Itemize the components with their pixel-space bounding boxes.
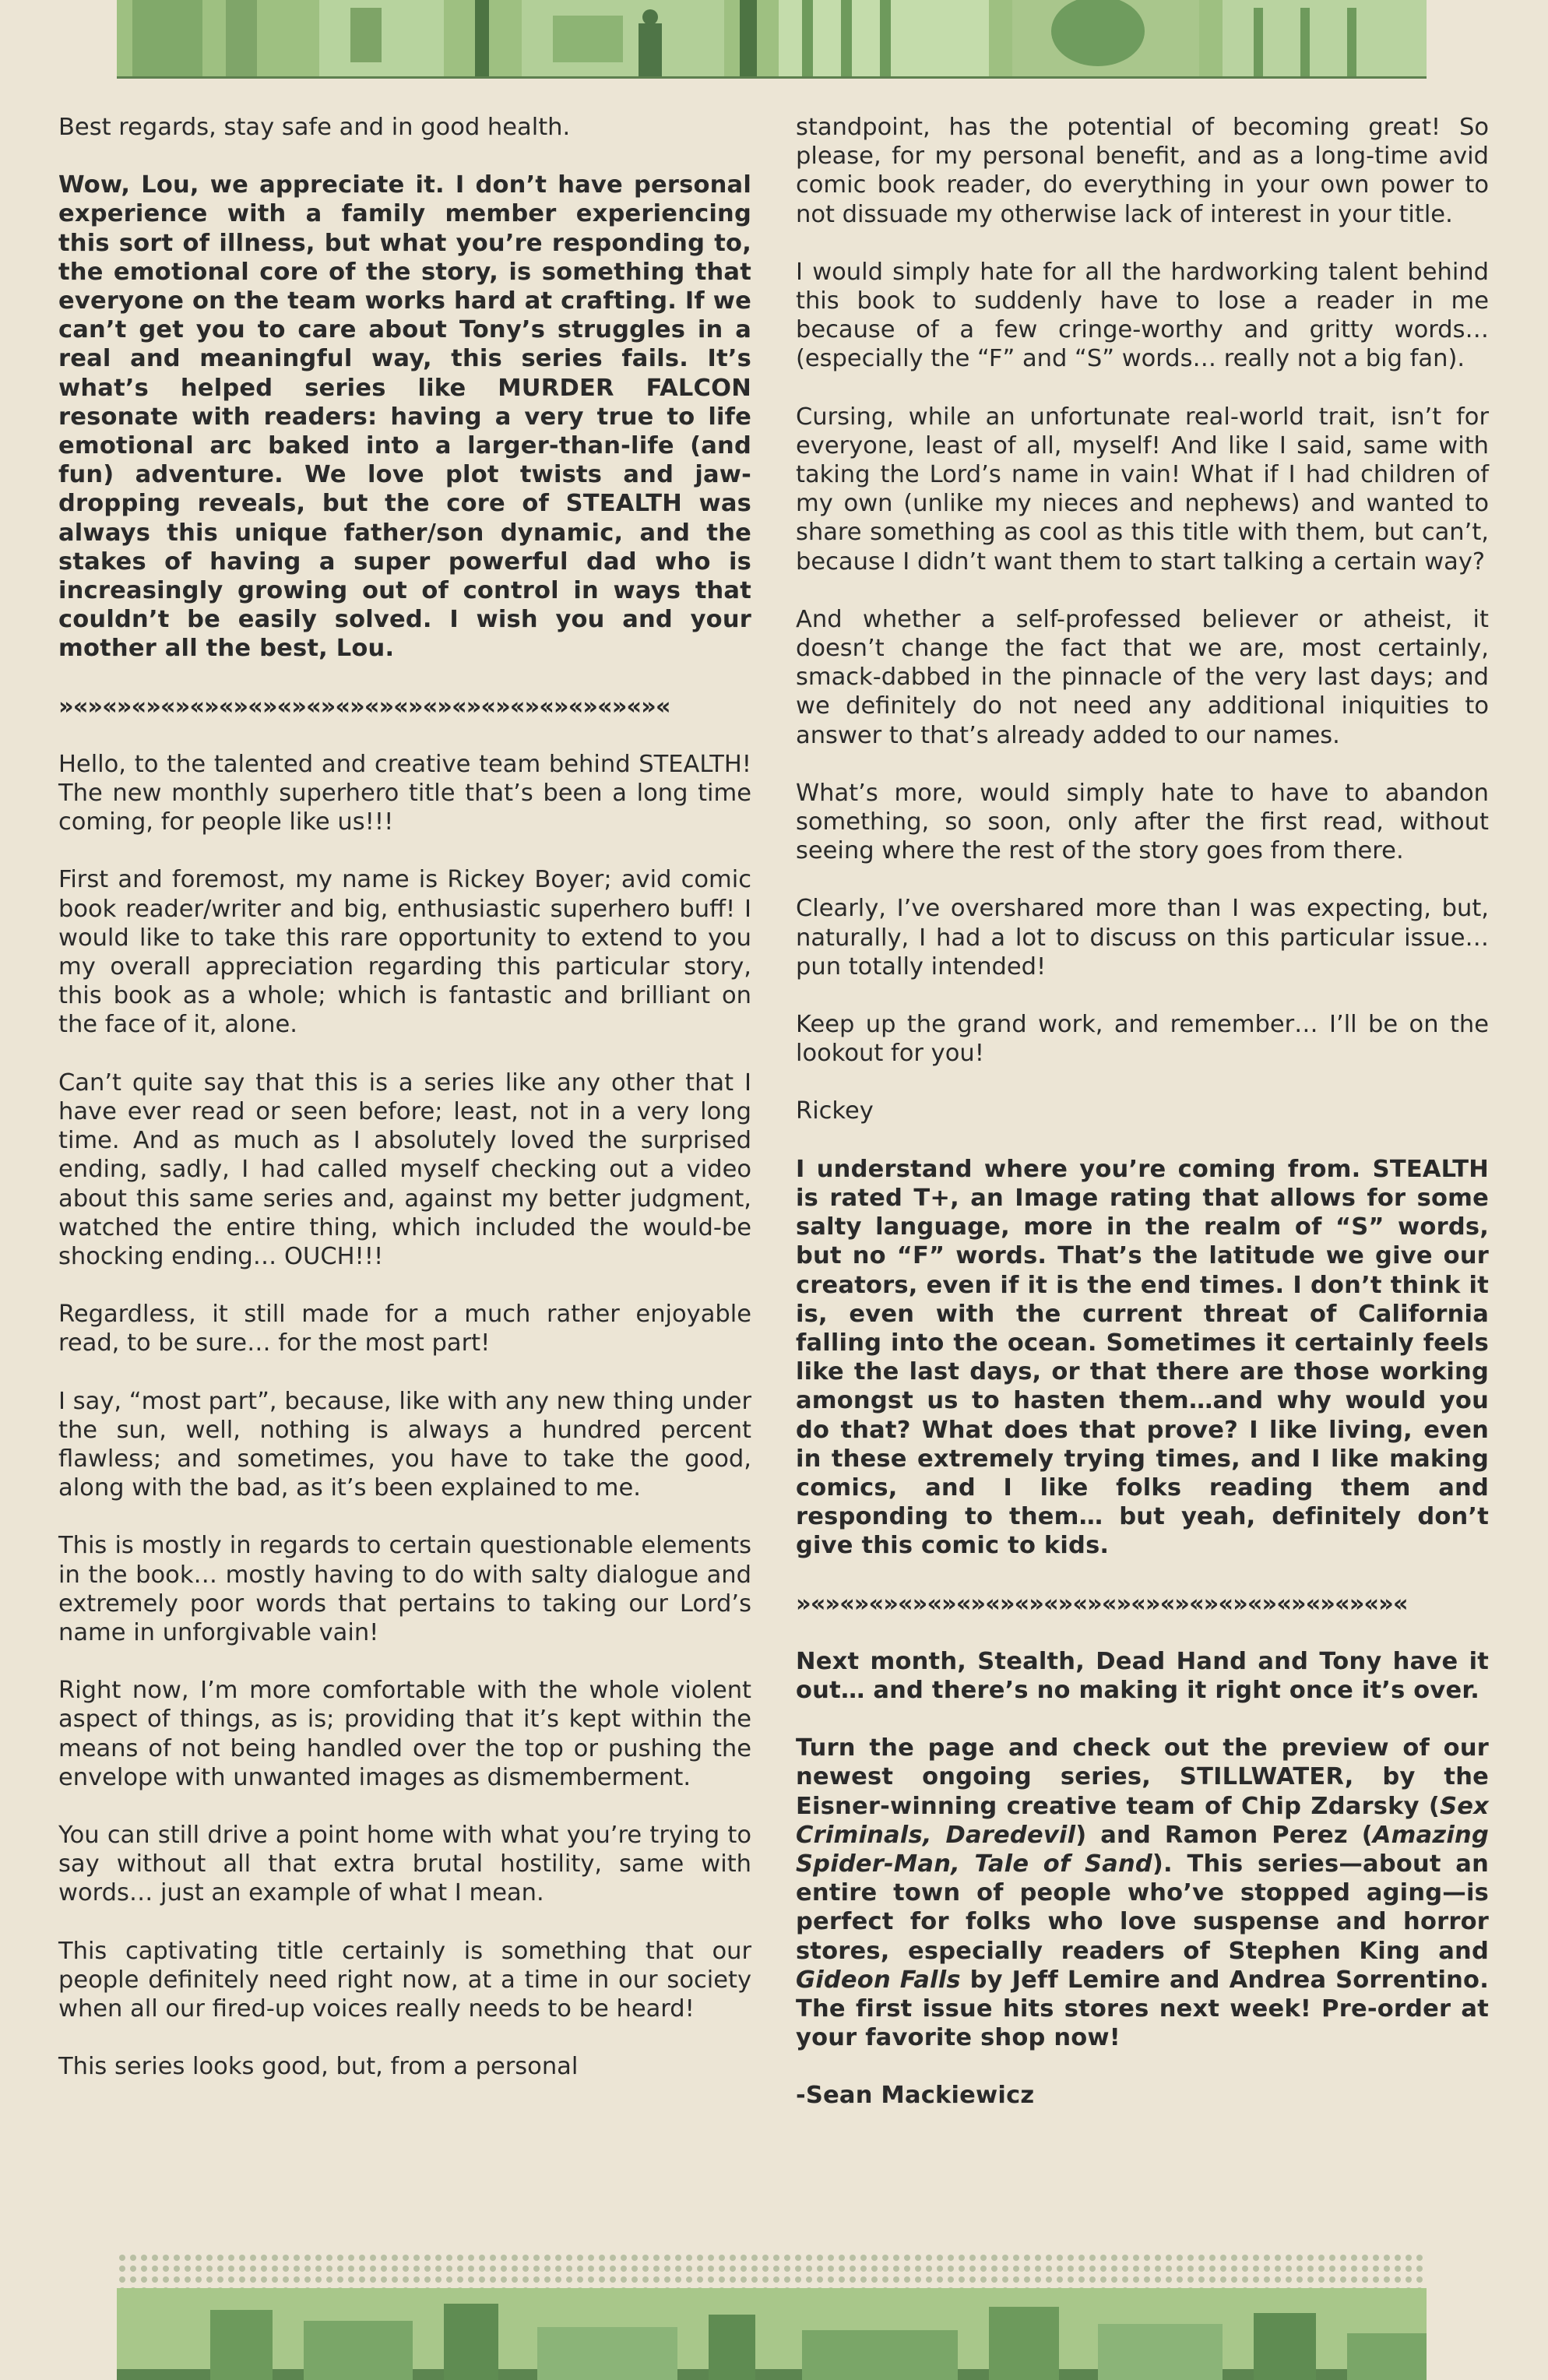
letters-column-left [58,113,751,2110]
preview-title: Sex Criminals, Daredevil [796,1792,1489,1849]
next-month-teaser: Next month, Stealth, Dead Hand and Tony have it out… and there’s no making it right once it’s over. [796,1647,1489,1704]
letter-paragraph: And whether a self-professed believer or atheist, it doesn’t change the fact that we are, most certainly, smack-dabbed in the pinnacle of the very last days; and we definitely do not need any additional iniquities to answer to that’s already added to our names. [796,605,1489,749]
preview-text: ). This series—about an entire town of people who’ve stopped aging—is perfect for folks who love suspense and horror stores, especially readers of Stephen King and [796,1850,1489,1965]
letter-paragraph: First and foremost, my name is Rickey Boyer; avid comic book reader/writer and big, enthusiastic superhero buff! I would like to take this rare opportunity to extend to you my overall appreciation regarding this particular story, this book as a whole; which is fantastic and brilliant on the face of it, alone. [58,866,751,1039]
letter-paragraph: Can’t quite say that this is a series like any other that I have ever read or seen before; least, not in a very long time. And as much as I absolutely loved the surprised ending, sadly, I had called myself checking out a video about this same series and, against my better judgment, watched the entire thing, which included the would-be shocking ending… OUCH!!! [58,1069,751,1270]
section-divider: »«»«»«»«»«»«»«»«»«»«»«»«»«»«»«»«»«»«»«»«»« [796,1590,1408,1618]
letter-paragraph: Clearly, I’ve overshared more than I was expecting, but, naturally, I had a lot to discuss on this particular issue… pun totally intended! [796,895,1489,981]
letter-paragraph: I would simply hate for all the hardworking talent behind this book to suddenly have to lose a reader in me because of a few cringe-worthy and gritty words… (especially the “F” and “S” words… really not a big fan). [796,258,1489,373]
preview-title: Amazing Spider-Man, Tale of Sand [796,1821,1489,1878]
letters-column-right [796,113,1489,2139]
preview-text: by Jeff Lemire and Andrea Sorrentino. The first issue hits stores next week! Pre-order at your favorite shop now! [796,1966,1489,2052]
letter-paragraph: Hello, to the talented and creative team behind STEALTH! The new monthly superhero title that’s been a long time coming, for people like us!!! [58,750,751,836]
preview-text: ) and Ramon Perez ( [1075,1821,1373,1849]
letter-paragraph: Right now, I’m more comfortable with the whole violent aspect of things, as is; providing that it’s kept within the means of not being handled over the top or pushing the envelope with unwanted images as dismemberment. [58,1677,751,1791]
letter-paragraph: This is mostly in regards to certain questionable elements in the book… mostly having to do with salty dialogue and extremely poor words that pertains to taking our Lord’s name in unforgivable vain! [58,1532,751,1646]
letter-paragraph: You can still drive a point home with what you’re trying to say without all that extra brutal hostility, same with words… just an example of what I mean. [58,1821,751,1907]
letter-paragraph: I say, “most part”, because, like with any new thing under the sun, well, nothing is always a hundred percent flawless; and sometimes, you have to take the good, along with the bad, as it’s been explained to me. [58,1387,751,1502]
top-illustration-banner [117,0,1427,79]
letter-paragraph: Keep up the grand work, and remember… I’ll be on the lookout for you! [796,1011,1489,1068]
bottom-city-illustration [117,2252,1427,2380]
letter-paragraph: Regardless, it still made for a much rather enjoyable read, to be sure… for the most part! [58,1301,751,1357]
letter-paragraph: Cursing, while an unfortunate real-world trait, isn’t for everyone, least of all, myself! And like I said, same with taking the Lord’s name in vain! What if I had children of my own (unlike my nieces and nephews) and wanted to share something as cool as this title with them, but can’t, because I didn’t want them to start talking a certain way? [796,403,1489,576]
letter-signature: Rickey [796,1097,874,1125]
editor-signoff: -Sean Mackiewicz [796,2082,1035,2110]
letter-paragraph: This captivating title certainly is something that our people definitely need right now, at a time in our society when all our fired-up voices really needs to be heard! [58,1937,751,2023]
letter-closing-line: Best regards, stay safe and in good health. [58,114,571,141]
preview-text: Turn the page and check out the preview of our newest ongoing series, STILLWATER, by the Eisner-winning creative team of Chip Zdarsky ( [796,1734,1489,1820]
editor-reply-lou: Wow, Lou, we appreciate it. I don’t have personal experience with a family member experiencing this sort of illness, but what you’re responding to, the emotional core of the story, is something that everyone on the team works hard at crafting. If we can’t get you to care about Tony’s struggles in a real and meaningful way, this series fails. It’s what’s helped series like MURDER FALCON resonate with readers: having a very true to life emotional arc baked into a larger-than-life (and fun) adventure. We love plot twists and jaw-dropping reveals, but the core of STEALTH was always this unique father/son dynamic, and the stakes of having a super powerful dad who is increasingly growing out of control in ways that couldn’t be easily solved. I wish you and your mother all the best, Lou. [58,171,751,663]
bottom-illustration-banner [117,2252,1427,2380]
top-street-illustration [117,0,1427,76]
letter-paragraph: What’s more, would simply hate to have to abandon something, so soon, only after the first read, without seeing where the rest of the story goes from there. [796,779,1489,865]
letter-paragraph: This series looks good, but, from a personal [58,2053,579,2081]
letter-paragraph: standpoint, has the potential of becoming great! So please, for my personal benefit, and as a long-time avid comic book reader, do everything in your own power to not dissuade my otherwise lack of interest in your title. [796,114,1489,228]
editor-reply-rickey: I understand where you’re coming from. STEALTH is rated T+, an Image rating that allows for some salty language, more in the realm of “S” words, but no “F” words. That’s the latitude we give our creators, even if it is the end times. I don’t think it is, even with the current threat of California falling into the ocean. Sometimes it certainly feels like the last days, or that there are those working amongst us to hasten them…and why would you do that? What does that prove? I like living, even in these extremely trying times, and I like making comics, and I like folks reading them and responding to them… but yeah, definitely don’t give this comic to kids. [796,1155,1489,1560]
section-divider: »«»«»«»«»«»«»«»«»«»«»«»«»«»«»«»«»«»«»«»«»« [58,692,670,720]
stillwater-preview-note [796,1734,1489,2052]
preview-title: Gideon Falls [796,1966,961,1994]
